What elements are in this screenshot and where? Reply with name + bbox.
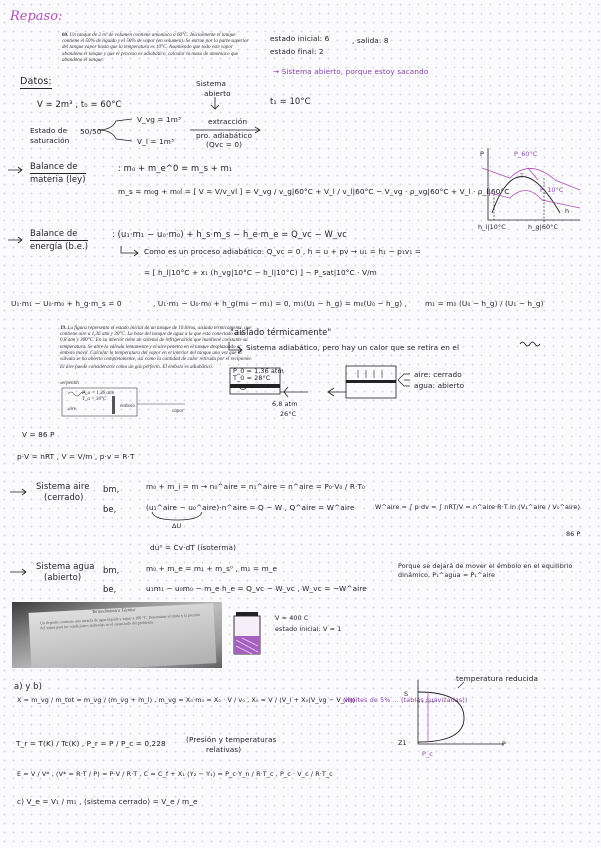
c-equation: c) V_e = V₁ / m₁ , (sistema cerrado) = V_e / m_e bbox=[17, 797, 198, 806]
aire-work-eq: W^aire = ∫ p·dv = ∫ nRT/V = n^aire·R·T ln (V₁^aire / V₀^aire) bbox=[375, 503, 581, 511]
ratio-50-50: 50/50 bbox=[80, 127, 102, 136]
fig-aire: aire bbox=[68, 406, 77, 412]
coil-icon bbox=[520, 340, 542, 348]
final-eq-mid: , U₁·m₁ − U₀·m₀ + h_g(m₀ − m₁) = 0, m₁(U₁ − h_g) = m₀(U₀ − h_g) , bbox=[153, 299, 408, 308]
graph1-h10: h_l|10°C bbox=[478, 223, 506, 231]
problem-19-text2: El aire puede considerarse como un gas perfecto. El émbolo es adiabático. bbox=[60, 364, 214, 371]
v-equation: V = 86 P bbox=[22, 430, 55, 439]
hook-arrow-icon bbox=[120, 246, 140, 258]
quality-equation: X = m_vg / m_tot = m_vg / (m_vg + m_l) , m_vg = X₀·m₀ = X₀ · V / v₀ , X₀ = V / (V_l + X₀(V_vg − V_vl)) bbox=[17, 696, 356, 704]
sistema-agua-label: Sistema agua (abierto) bbox=[36, 561, 95, 582]
vapor-volume: V_vg = 1m³ bbox=[137, 115, 182, 124]
datos-final-temp: t₁ = 10°C bbox=[270, 96, 311, 106]
extraccion-label: extracción bbox=[208, 117, 248, 126]
fig-serpentin: serpentín bbox=[60, 380, 79, 386]
arrow-right-icon bbox=[8, 166, 24, 174]
aire-right-bottom: 86 P bbox=[566, 530, 581, 538]
graph2-p-axis: P bbox=[502, 740, 506, 748]
purple-tank-sketch bbox=[230, 610, 264, 658]
fig-embolo: émbolo bbox=[120, 403, 135, 409]
tank-p0: P_0 = 1,36 atm bbox=[233, 367, 284, 375]
delta-u-label: ΔU bbox=[172, 522, 182, 530]
final-eq-left: U₁·m₁ − U₀·m₀ + h_g·m_s = 0 bbox=[11, 299, 122, 308]
balance-energia-eq1: : (u₁·m₁ − u₀·m₀) + h_s·m_s − h_e·m_e = Q_vc − W_vc bbox=[112, 229, 347, 239]
problem-60-text: 60. Un tanque de 2 m³ de volumen contiene amoniaco a 60°C. Inicialmente el tanque contiene el 50% de líquido y el 50% de vapor (en volumen). Se extrae por la parte superior del tanque vapor hasta que la temperatura es 10°C. Asumiendo que todo este vapor abandona el tanque y que el proceso es adiabático, calcular la masa de amoniaco que abandona el tanque. bbox=[62, 32, 249, 63]
fig-ta: T_a = 30°C bbox=[82, 396, 107, 402]
hook-arrow-icon bbox=[228, 342, 244, 356]
reduced-temperature-note: (Presión y temperaturas relativas) bbox=[186, 735, 277, 754]
problem-19-number: 19. bbox=[60, 325, 67, 331]
problem-19-figure bbox=[60, 382, 190, 420]
agua-bm-eq: m₀ + m_e = m₁ + m_s⁰ , m₁ = m_e bbox=[146, 564, 278, 573]
sistema-abierto-note: → Sistema abierto, porque estoy sacando bbox=[273, 67, 429, 76]
photo-text: Un depósito contiene una mezcla de agua líquida y vapor a 100 °C. Determinar el título y la presión del vapor para las condiciones indicadas en el enunciado del problema. bbox=[39, 611, 200, 631]
reduced-temperature-diagram bbox=[404, 680, 504, 760]
brace-split-icon bbox=[98, 117, 134, 147]
agua-abierto: agua: abierto bbox=[414, 381, 465, 390]
balance-energia-label: Balance de energía (b.e.) bbox=[30, 228, 89, 251]
state-v-estado: estado inicial: V = 1 bbox=[275, 625, 342, 633]
graph1-p-axis: P bbox=[480, 150, 484, 158]
photo-heading: Termodinámica Técnica bbox=[91, 606, 136, 615]
datos-label: Datos: bbox=[20, 76, 52, 87]
aire-be-label: be, bbox=[103, 504, 117, 514]
arrow-right-icon bbox=[10, 488, 28, 496]
fig-pa: P_a = 1,36 atm bbox=[82, 390, 115, 396]
du-isoterma: du⁰ = Cv·dT (isoterma) bbox=[150, 543, 237, 552]
estado-saturacion-label: Estado de saturación bbox=[30, 126, 70, 145]
aire-bm-eq: m₀ + m_i = m → n₀^aire = n₁^aire = n^aire = P₀·V₀ / R·T₀ bbox=[146, 482, 366, 491]
pro-adiabatico: pro. adiabático bbox=[196, 131, 253, 140]
graph2-s-axis: S bbox=[404, 690, 409, 698]
graph2-pc: P_c bbox=[422, 750, 433, 758]
aire-cerrado: aire: cerrado bbox=[414, 370, 462, 379]
balance-materia-label: Balance de materia (ley) bbox=[30, 161, 86, 184]
graph1-p60: P_60°C bbox=[514, 150, 538, 158]
sistema-aire-label: Sistema aire (cerrado) bbox=[36, 481, 90, 502]
split-arrow-icon bbox=[398, 370, 412, 390]
final-eq-right: m₁ = m₀ (U₀ − h_g) / (U₁ − h_g) bbox=[425, 299, 544, 308]
aislado-title: "aislado térmicamente" bbox=[230, 327, 332, 337]
agua-be-label: be, bbox=[103, 584, 117, 594]
arrow-down-icon bbox=[210, 97, 220, 111]
tank-t0: T_0 = 28°C bbox=[233, 374, 271, 382]
arrow-right-icon bbox=[8, 236, 24, 244]
tank-temp-below: 26°C bbox=[280, 410, 297, 418]
balance-materia-eq2: m_s = m₀g + m₀l = [ V = V/v_vl ] = V_vg / v_g|60°C + V_l / v_l|60°C − V_vg · ρ_vg|60°C + V_l · ρ_l|60°C bbox=[118, 187, 510, 196]
aire-be-eq: (u₁^aire − u₀^aire)·n^aire = Q − W , Q^aire = W^aire bbox=[146, 503, 355, 512]
problem-60-number: 60. bbox=[62, 32, 69, 38]
salida: , salida: 8 bbox=[352, 36, 389, 45]
photo-textbook-page bbox=[12, 602, 222, 668]
balance-energia-eq3: = [ h_l|10°C + x₁ (h_vg|10°C − h_l|10°C) ] − P_sat|10°C · V/m bbox=[144, 268, 377, 277]
graph1-p10: P_10°C bbox=[540, 186, 564, 194]
arrow-right-icon bbox=[10, 568, 28, 576]
agua-equilibrium-note: Porque se dejará de mover el émbolo en el equilibrio dinámico, P₁^agua = P₁^aire bbox=[398, 562, 573, 579]
estado-final: estado final: 2 bbox=[270, 47, 324, 56]
graph1-h60: h_g|60°C bbox=[528, 223, 559, 231]
ab-label: a) y b) bbox=[14, 681, 42, 691]
liquid-volume: V_l = 1m³ bbox=[137, 137, 174, 146]
graph1-h-axis: h bbox=[565, 207, 570, 215]
tank-pressure-below: 6,8 atm bbox=[272, 400, 298, 408]
aislado-sistema: Sistema adiabático, pero hay un calor que se retira en el bbox=[246, 343, 460, 352]
state-v-label: V = 400 C bbox=[275, 614, 309, 622]
e-equation: E = V / V* , (V* = R·T / P) = P·V / R·T , C = C_f + X₁ (Y₂ − Y₁) = P_c·Y_n / R·T_c , P_c · V_c / R·T_c bbox=[17, 770, 333, 778]
qvc-zero: (Qvc = 0) bbox=[206, 140, 243, 149]
reduced-temperature-eq: T_r = T(K) / Tc(K) , P_r = P / P_c = 0,228 bbox=[16, 739, 166, 748]
graph2-z1: Z1 bbox=[398, 739, 407, 747]
agua-be-eq: u₁m₁ − u₀m₀ − m_e h_e = Q_vc − W_vc , W_vc = −W^aire bbox=[146, 584, 367, 593]
page-title: Repaso: bbox=[10, 9, 63, 24]
sistema-abierto-label: Sistema abierto bbox=[196, 79, 231, 98]
temperatura-reducida: temperatura reducida bbox=[456, 674, 539, 683]
agua-bm-label: bm, bbox=[103, 565, 120, 575]
fig-vapor: vapor bbox=[172, 408, 184, 414]
balance-materia-eq1: : m₀ + m_e^0 = m_s + m₁ bbox=[118, 163, 233, 173]
ideal-gas-equation: p·V = nRT , V = V/m , p·v = R·T bbox=[17, 452, 135, 461]
aire-bm-label: bm, bbox=[103, 484, 120, 494]
datos-volume-temp: V = 2m³ , t₀ = 60°C bbox=[37, 99, 122, 109]
estado-inicial: estado inicial: 6 bbox=[270, 34, 330, 43]
balance-energia-eq2: Como es un proceso adiabático: Q_vc = 0 , h = u + pv → u₁ = h₁ − p₁v₁ = bbox=[144, 247, 421, 256]
problem-19-text: 19. La figura representa el estado inicial de un tanque de 10 litros, aislado térmicamente, que contiene aire a 1,36 atm y 30°C. La base del tanque de agua a la que está conectado es de 0,8 atm y 300°C. En su interior tiene un sistema de refrigeración que mantiene constante su temperatura. Se abre la válvula lentamente y el aire penetra en el tanque desplazando el émbolo móvil. Calcular la temperatura del vapor en el interior del tanque una vez que la válvula se ha abierto completamente, así como la cantidad de calor retirada por el recipiente. El aire puede considerarse como un gas perfecto. El émbolo es adiabático. bbox=[60, 325, 253, 371]
limits-note: (límites de 5% ... (tablas suavizadas)) bbox=[343, 696, 468, 704]
graph1-t: T bbox=[520, 172, 525, 180]
